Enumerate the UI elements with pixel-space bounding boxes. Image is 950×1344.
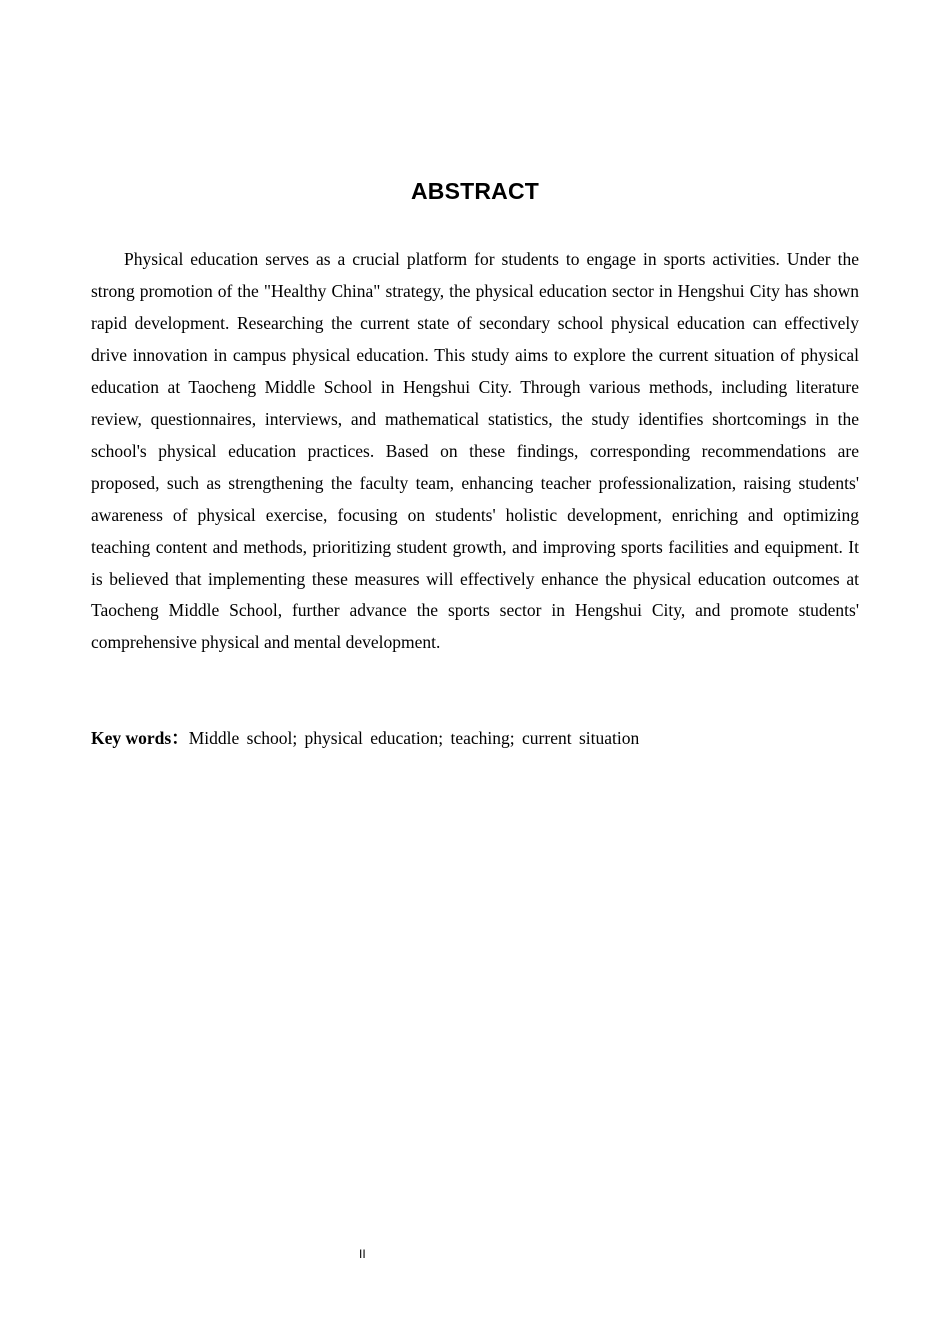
keywords-text: Middle school; physical education; teaching; current situation (188, 728, 640, 748)
abstract-title: ABSTRACT (410, 178, 540, 204)
keywords-label: Key words： (91, 728, 189, 748)
abstract-body: Physical education serves as a crucial platform for students to engage in sports activities. Under the strong promotion of the "Healthy China" strategy, the physical education sector in Hengshui City has shown rapid development. Researching the current state of secondary school physical education can effectively drive innovation in campus physical education. This study aims to explore the current situation of physical education at Taocheng Middle School in Hengshui City. Through various methods, including literature review, questionnaires, interviews, and mathematical statistics, the study identifies shortcomings in the school's physical education practices. Based on these findings, corresponding recommendations are proposed, such as strengthening the faculty team, enhancing teacher professionalization, raising students' awareness of physical exercise, focusing on students' holistic development, enriching and optimizing teaching content and methods, prioritizing student growth, and improving sports facilities and equipment. It is believed that implementing these measures will effectively enhance the physical education outcomes at Taocheng Middle School, further advance the sports sector in Hengshui City, and promote students' comprehensive physical and mental development. (91, 249, 859, 653)
page-number: II (359, 1247, 366, 1261)
keywords-line (91, 723, 859, 755)
